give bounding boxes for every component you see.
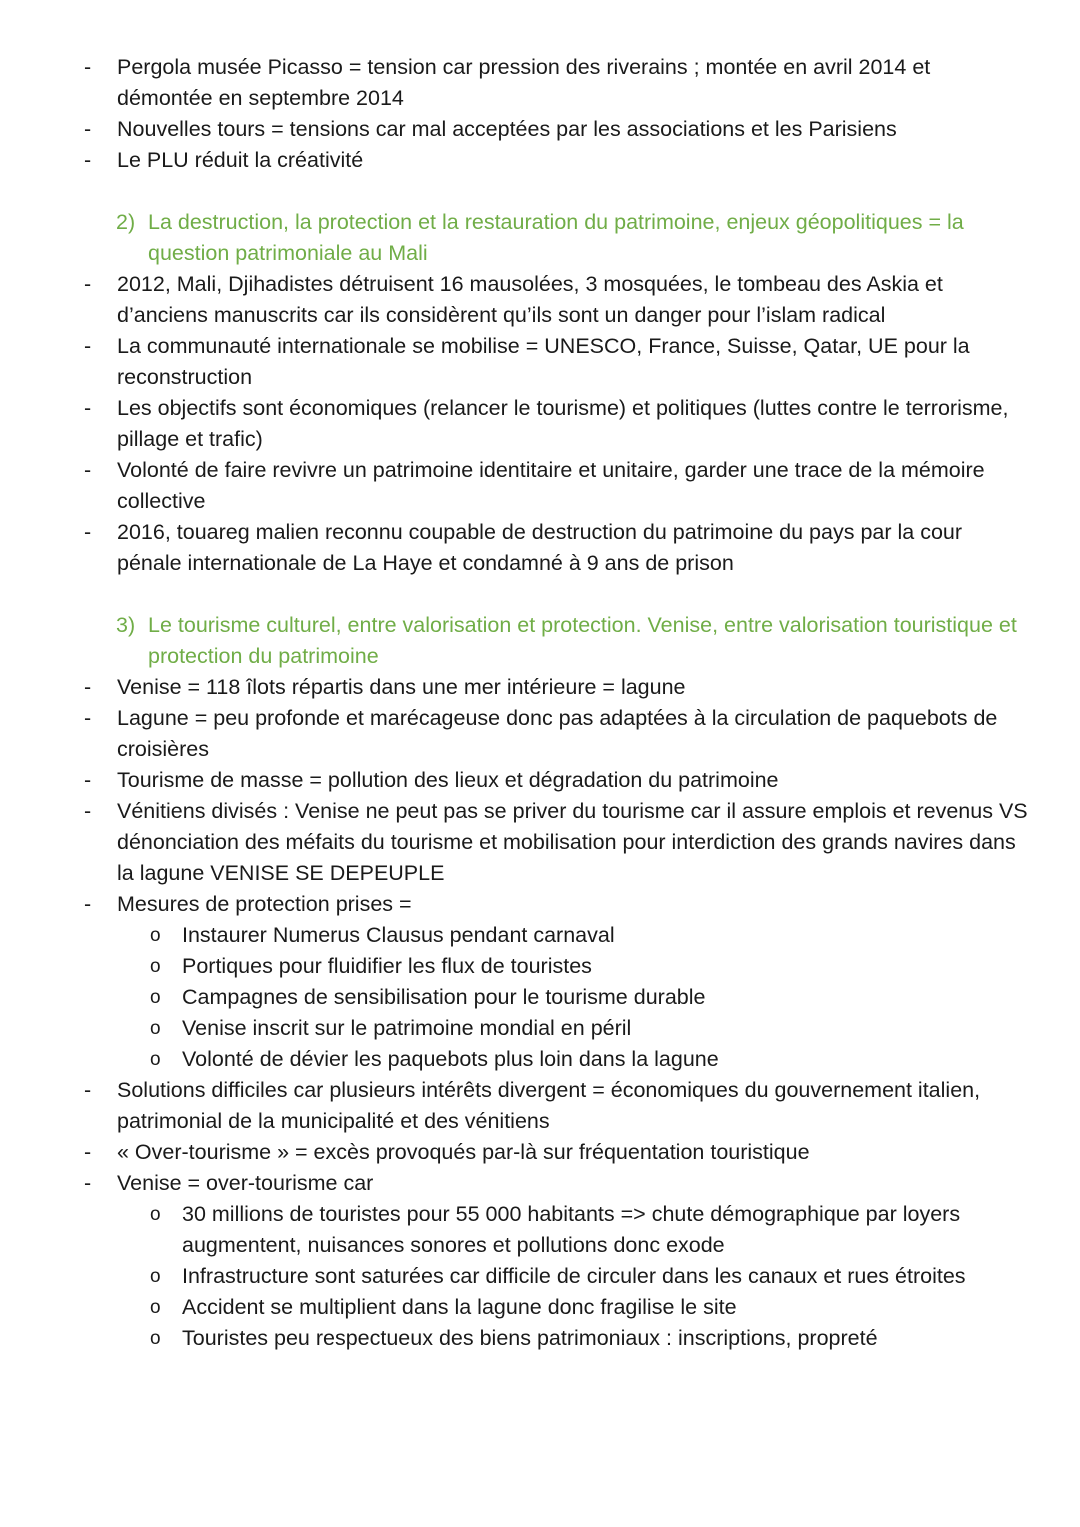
list-item: - Venise = over-tourisme car xyxy=(0,1168,1080,1199)
sub-list-item: o Infrastructure sont saturées car difficile de circuler dans les canaux et rues étroites xyxy=(0,1261,1080,1292)
list-item: - Nouvelles tours = tensions car mal acceptées par les associations et les Parisiens xyxy=(0,114,1080,145)
list-item: - 2012, Mali, Djihadistes détruisent 16 mausolées, 3 mosquées, le tombeau des Askia et d’anciens manuscrits car ils considèrent qu’ils sont un danger pour l’islam radical xyxy=(0,269,1080,331)
list-item: - Mesures de protection prises = xyxy=(0,889,1080,920)
list-item: - Volonté de faire revivre un patrimoine identitaire et unitaire, garder une trace de la mémoire collective xyxy=(0,455,1080,517)
sub-list-item: o Venise inscrit sur le patrimoine mondial en péril xyxy=(0,1013,1080,1044)
section-heading-venise xyxy=(0,610,1080,672)
list-item: - Le PLU réduit la créativité xyxy=(0,145,1080,176)
list-item: - Les objectifs sont économiques (relancer le tourisme) et politiques (luttes contre le terrorisme, pillage et trafic) xyxy=(0,393,1080,455)
spacer xyxy=(0,579,1080,610)
list-item: - La communauté internationale se mobilise = UNESCO, France, Suisse, Qatar, UE pour la reconstruction xyxy=(0,331,1080,393)
list-item: - Solutions difficiles car plusieurs intérêts divergent = économiques du gouvernement italien, patrimonial de la municipalité et des vénitiens xyxy=(0,1075,1080,1137)
list-item: - Tourisme de masse = pollution des lieux et dégradation du patrimoine xyxy=(0,765,1080,796)
bullet-list-venise xyxy=(0,672,1080,1354)
list-item: - Venise = 118 îlots répartis dans une mer intérieure = lagune xyxy=(0,672,1080,703)
sub-list-reasons xyxy=(0,1199,1080,1354)
spacer xyxy=(0,176,1080,207)
sub-list-measures xyxy=(0,920,1080,1075)
bullet-list-paris xyxy=(0,52,1080,176)
list-item: - Pergola musée Picasso = tension car pression des riverains ; montée en avril 2014 et démontée en septembre 2014 xyxy=(0,52,1080,114)
list-item: - Vénitiens divisés : Venise ne peut pas se priver du tourisme car il assure emplois et revenus VS dénonciation des méfaits du tourisme et mobilisation pour interdiction des grands navires dans la lagune VENISE SE DEPEUPLE xyxy=(0,796,1080,889)
section-title: La destruction, la protection et la restauration du patrimoine, enjeux géopolitiques = la question patrimoniale au Mali xyxy=(148,210,964,265)
section-heading-mali xyxy=(0,207,1080,269)
sub-list-item: o 30 millions de touristes pour 55 000 habitants => chute démographique par loyers augmentent, nuisances sonores et pollutions donc exode xyxy=(0,1199,1080,1261)
sub-list-item: o Instaurer Numerus Clausus pendant carnaval xyxy=(0,920,1080,951)
section-number: 3) xyxy=(116,613,136,637)
document-page xyxy=(0,52,1080,1354)
sub-list-item: o Touristes peu respectueux des biens patrimoniaux : inscriptions, propreté xyxy=(0,1323,1080,1354)
bullet-list-mali xyxy=(0,269,1080,579)
sub-list-item: o Volonté de dévier les paquebots plus loin dans la lagune xyxy=(0,1044,1080,1075)
sub-list-item: o Portiques pour fluidifier les flux de touristes xyxy=(0,951,1080,982)
list-item: - 2016, touareg malien reconnu coupable de destruction du patrimoine du pays par la cour pénale internationale de La Haye et condamné à 9 ans de prison xyxy=(0,517,1080,579)
sub-list-item: o Accident se multiplient dans la lagune donc fragilise le site xyxy=(0,1292,1080,1323)
list-item: - Lagune = peu profonde et marécageuse donc pas adaptées à la circulation de paquebots de croisières xyxy=(0,703,1080,765)
list-item: - « Over-tourisme » = excès provoqués par-là sur fréquentation touristique xyxy=(0,1137,1080,1168)
section-title: Le tourisme culturel, entre valorisation et protection. Venise, entre valorisation touristique et protection du patrimoine xyxy=(148,613,1017,668)
section-number: 2) xyxy=(116,210,136,234)
sub-list-item: o Campagnes de sensibilisation pour le tourisme durable xyxy=(0,982,1080,1013)
